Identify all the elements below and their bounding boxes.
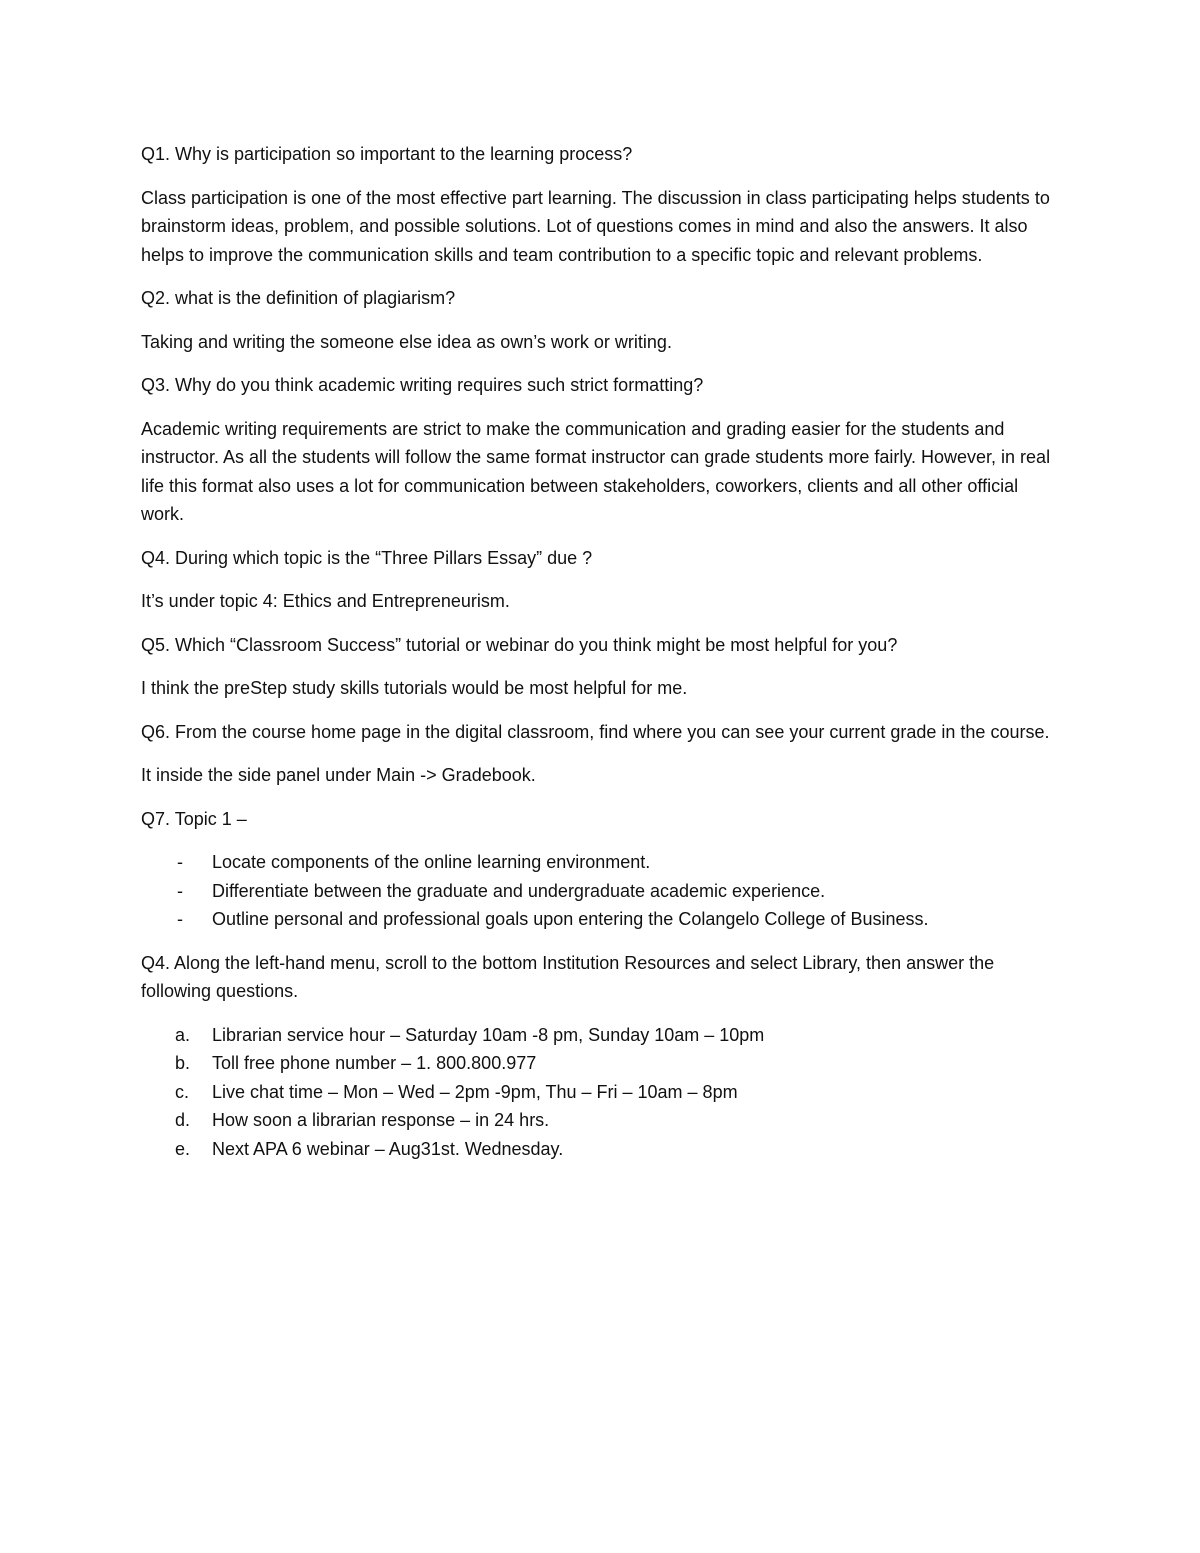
question-5: Q5. Which “Classroom Success” tutorial or webinar do you think might be most helpful for you?	[141, 634, 898, 655]
list-item-text: Differentiate between the graduate and undergraduate academic experience.	[212, 880, 826, 901]
list-marker: a.	[175, 1024, 191, 1045]
list-item	[141, 1049, 1061, 1078]
list-marker: d.	[175, 1110, 191, 1130]
question-3: Q3. Why do you think academic writing requires such strict formatting?	[141, 375, 704, 395]
list-item-text: Live chat time – Mon – Wed – 2pm -9pm, Thu – Fri – 10am – 8pm	[212, 1081, 738, 1102]
topic1-list	[141, 848, 1061, 934]
answer-6: It inside the side panel under Main -> Gradebook.	[141, 765, 536, 785]
list-item-text: Outline personal and professional goals upon entering the Colangelo College of Business.	[212, 909, 929, 929]
document-page	[141, 140, 1061, 1178]
question-2: Q2. what is the definition of plagiarism?	[141, 288, 456, 308]
list-item-text: Toll free phone number – 1. 800.800.977	[212, 1053, 537, 1073]
list-marker: -	[177, 909, 183, 929]
answer-2: Taking and writing the someone else idea as own’s work or writing.	[141, 331, 672, 352]
list-item	[141, 905, 1061, 934]
list-marker: c.	[175, 1081, 190, 1102]
list-item	[141, 877, 1061, 906]
list-marker: -	[177, 852, 183, 872]
list-item	[141, 1021, 1061, 1050]
list-item	[141, 1106, 1061, 1135]
answer-1: Class participation is one of the most effective part learning. The discussion in class participating helps students to brainstorm ideas, problem, and possible solutions. Lot of questions comes in mind and also the answers. It also helps to improve the communication skills and team contribution to a specific topic and relevant problems.	[141, 187, 1050, 265]
list-item	[141, 1135, 1061, 1164]
list-marker: e.	[175, 1138, 191, 1159]
list-item-text: Librarian service hour – Saturday 10am -8 pm, Sunday 10am – 10pm	[212, 1024, 765, 1045]
library-answers-list	[141, 1021, 1061, 1164]
list-item	[141, 848, 1061, 877]
answer-4: It’s under topic 4: Ethics and Entrepreneurism.	[141, 591, 510, 611]
list-item-text: Next APA 6 webinar – Aug31st. Wednesday.	[212, 1138, 564, 1159]
answer-5: I think the preStep study skills tutorials would be most helpful for me.	[141, 678, 688, 698]
answer-3: Academic writing requirements are strict to make the communication and grading easier for the students and instructor. As all the students will follow the same format instructor can grade students more fairly. However, in real life this format also uses a lot for communication between stakeholders, coworkers, clients and all other official work.	[141, 418, 1051, 524]
question-1: Q1. Why is participation so important to the learning process?	[141, 144, 633, 164]
list-marker: -	[177, 880, 183, 901]
list-item	[141, 1078, 1061, 1107]
list-item-text: How soon a librarian response – in 24 hrs.	[212, 1110, 550, 1130]
list-item-text: Locate components of the online learning environment.	[212, 852, 651, 872]
question-library: Q4. Along the left-hand menu, scroll to the bottom Institution Resources and select Library, then answer the following questions.	[141, 952, 995, 1001]
question-4: Q4. During which topic is the “Three Pillars Essay” due ?	[141, 547, 593, 568]
question-6: Q6. From the course home page in the digital classroom, find where you can see your current grade in the course.	[141, 721, 1050, 742]
list-marker: b.	[175, 1053, 191, 1073]
question-7: Q7. Topic 1 –	[141, 808, 247, 829]
